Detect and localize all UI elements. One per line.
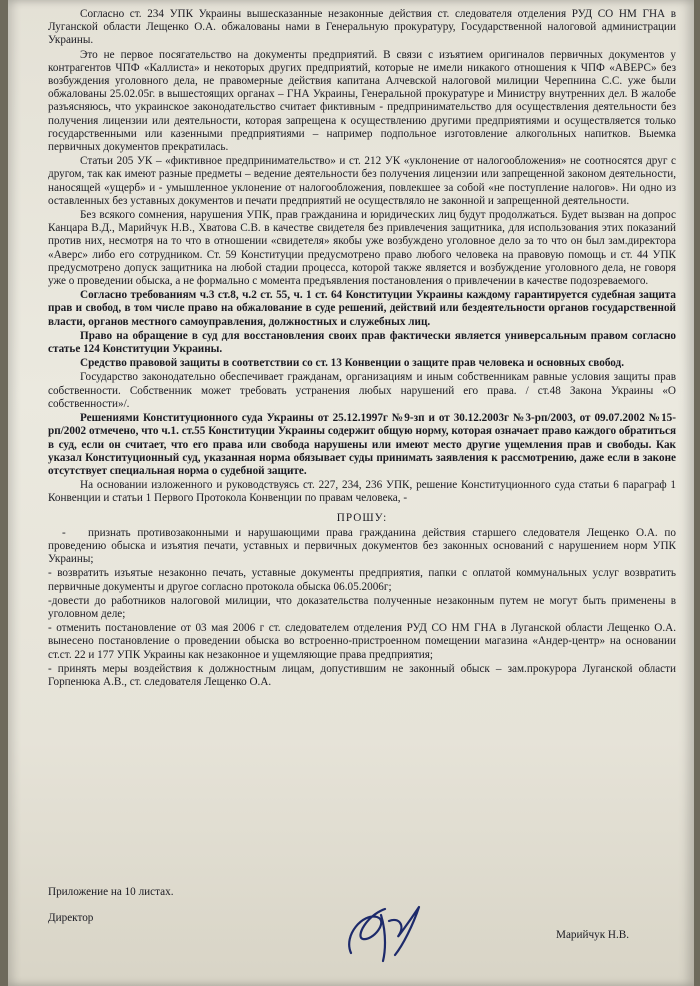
demand-item: - отменить постановление от 03 мая 2006 г ст. следователем отделения РУД СО НМ ГНА в Луганской области Лещенко О.А. вынесено постановление о проведении обыска во встроенно-пристроенном помещении магазина «Андер-центр» на основании ст.ст. 22 и 177 УПК Украины как незаконное и ущемляющие права предприятия;: [48, 622, 676, 661]
paragraph-appeal: Согласно ст. 234 УПК Украины вышесказанные незаконные действия ст. следователя отделения РУД СО НМ ГНА в Луганской области Лещенко О.А. обжалованы нами в Генеральную прокуратуру, Государственной налоговой администрации Украины.: [48, 8, 676, 47]
appendix-note: Приложение на 10 листах.: [48, 886, 174, 898]
demand-item: - признать противозаконными и нарушающими права гражданина действия старшего следователя Лещенко О.А. по проведению обыска и изъятия печати, уставных и первичных документов без законных оснований с нарушением норм УПК Украины;: [48, 526, 676, 566]
demand-item: -довести до работников налоговой милиции, что доказательства полученные незаконным путем не могут быть применены в уголовном деле;: [48, 594, 676, 620]
demand-item: - принять меры воздействия к должностным лицам, допустившим не законный обыск – зам.прокурора Луганской области Горпенюка А.В., ст. следователя Лещенко О.А.: [48, 662, 676, 688]
paragraph-previous-attack: Это не первое посягательство на документы предприятий. В связи с изъятием оригиналов первичных документов у контрагентов ЧПФ «Каллиста» и некоторых других предприятий, которые не имели никакого отношения к ЧПФ «АВЕРС» без возбуждения уголовного дела, не правомерные действия капитана Алчевской налоговой милиции Черепнина С.С. уже были обжалованы 25.02.05г. в вышестоящих органах – ГНА Украины, Генеральной прокуратуре и Министру внутренних дел. В жалобе разъясняюсь, что украинское законодательство считает фиктивным - предпринимательство для осуществления деятельности без получения лицензии или деятельности, которая запрещена к осуществлению другими предприятиями и осуществляется только государственными или казенными предприятиями – например подпольное изготовление алкогольных напитков. Выемка первичных документов прекратилась.: [48, 48, 676, 154]
director-label: Директор: [48, 912, 94, 924]
prosh-heading: ПРОШУ:: [336, 511, 388, 524]
paragraph-convention: Средство правовой защиты в соответствии со ст. 13 Конвенции о защите прав человека и основных свобод.: [80, 357, 624, 370]
signer-name: Марийчук Н.В.: [556, 929, 630, 941]
demand-text: признать противозаконными и нарушающими права гражданина действия старшего следователя Лещенко О.А. по проведению обыска и изъятия печати, уставных и первичных документов без законных оснований с нарушением норм УПК Украины;: [48, 526, 676, 566]
demand-item: - возвратить изъятые незаконно печать, уставные документы предприятия, папки с оплатой коммунальных услуг возвратить первичные документы и другое согласно протокола обыска 06.05.2006г;: [48, 567, 676, 593]
paragraph-property: Государство законодательно обеспечивает гражданам, организациям и иным собственникам равные условия защиты прав собственности. Собственник может требовать устранения любых нарушений его права. / ст.48 Закона Украины «О собственности»/.: [48, 371, 676, 410]
paragraph-court-decisions: Решениями Конституционного суда Украины от 25.12.1997г №9-зп и от 30.12.2003г №3-рп/2003, от 09.07.2002 №15-рп/2002 отмечено, что ч.1. ст.55 Конституции Украины содержит общую норму, которая означает право каждого обратиться в суд, если он считает, что его права или свобода нарушены или имеют место другие ущемления прав и свободы. Как указал Конституционный суд, указанная норма обязывает суды принимать заявления к рассмотрению, даже если в законе отсутствует специальная норма о судебной защите.: [48, 412, 676, 477]
paragraph-violations: Без всякого сомнения, нарушения УПК, прав гражданина и юридических лиц будут продолжаться. Будет вызван на допрос Канцара В.Д., Марийчук Н.В., Хватова С.В. в качестве свидетеля без привлечения защитника, для использования этих показаний против них, несмотря на то что в отношении «свидетеля» якобы уже возбуждено уголовное дело за то что он был зам.директора «Аверс» либо его сотрудником. Ст. 59 Конституции предусмотрено право любого человека на правовую помощь и ст. 44 УПК предусмотрено допуск защитника на любой стадии процесса, которой также является и возбуждение уголовного дела, не говоря уже о проведении обыска, а не формально с момента предъявления постановления о привлечении в качестве подозреваемого.: [48, 209, 676, 288]
paragraph-basis: На основании изложенного и руководствуясь ст. 227, 234, 236 УПК, решение Конституционного суда статьи 6 параграф 1 Конвенции и статьи 1 Первого Протокола Конвенции по правам человека, -: [48, 479, 676, 505]
document-sheet: [8, 0, 694, 986]
paragraph-right-to-court: Право на обращение в суд для восстановления своих прав фактически является универсальным правом согласно статье 124 Конституции Украины.: [48, 329, 676, 356]
handwritten-signature: [333, 895, 433, 965]
paragraph-constitution: Согласно требованиям ч.3 ст.8, ч.2 ст. 55, ч. 1 ст. 64 Конституции Украины каждому гарантируется судебная защита прав и свобод, в том числе право на обжалование в суде решений, действий или бездеятельности органов государственной власти, органов местного самоуправления, должностных и служебных лиц.: [48, 289, 676, 328]
document-body: [48, 8, 676, 690]
paragraph-articles: Статьи 205 УК – «фиктивное предпринимательство» и ст. 212 УК «уклонение от налогообложения» не соотносятся друг с другом, так как имеют разные предметы – ведение деятельности без получения лицензии или запрещенной законом деятельности, наносящей «ущерб» и - умышленное уклонение от налогообложения, повлекшее за собой «не поступление налогов». Ни одно из оставленных без уставных документов и печати предприятий не осуществляло не законной и запрещенной деятельности.: [48, 155, 676, 207]
